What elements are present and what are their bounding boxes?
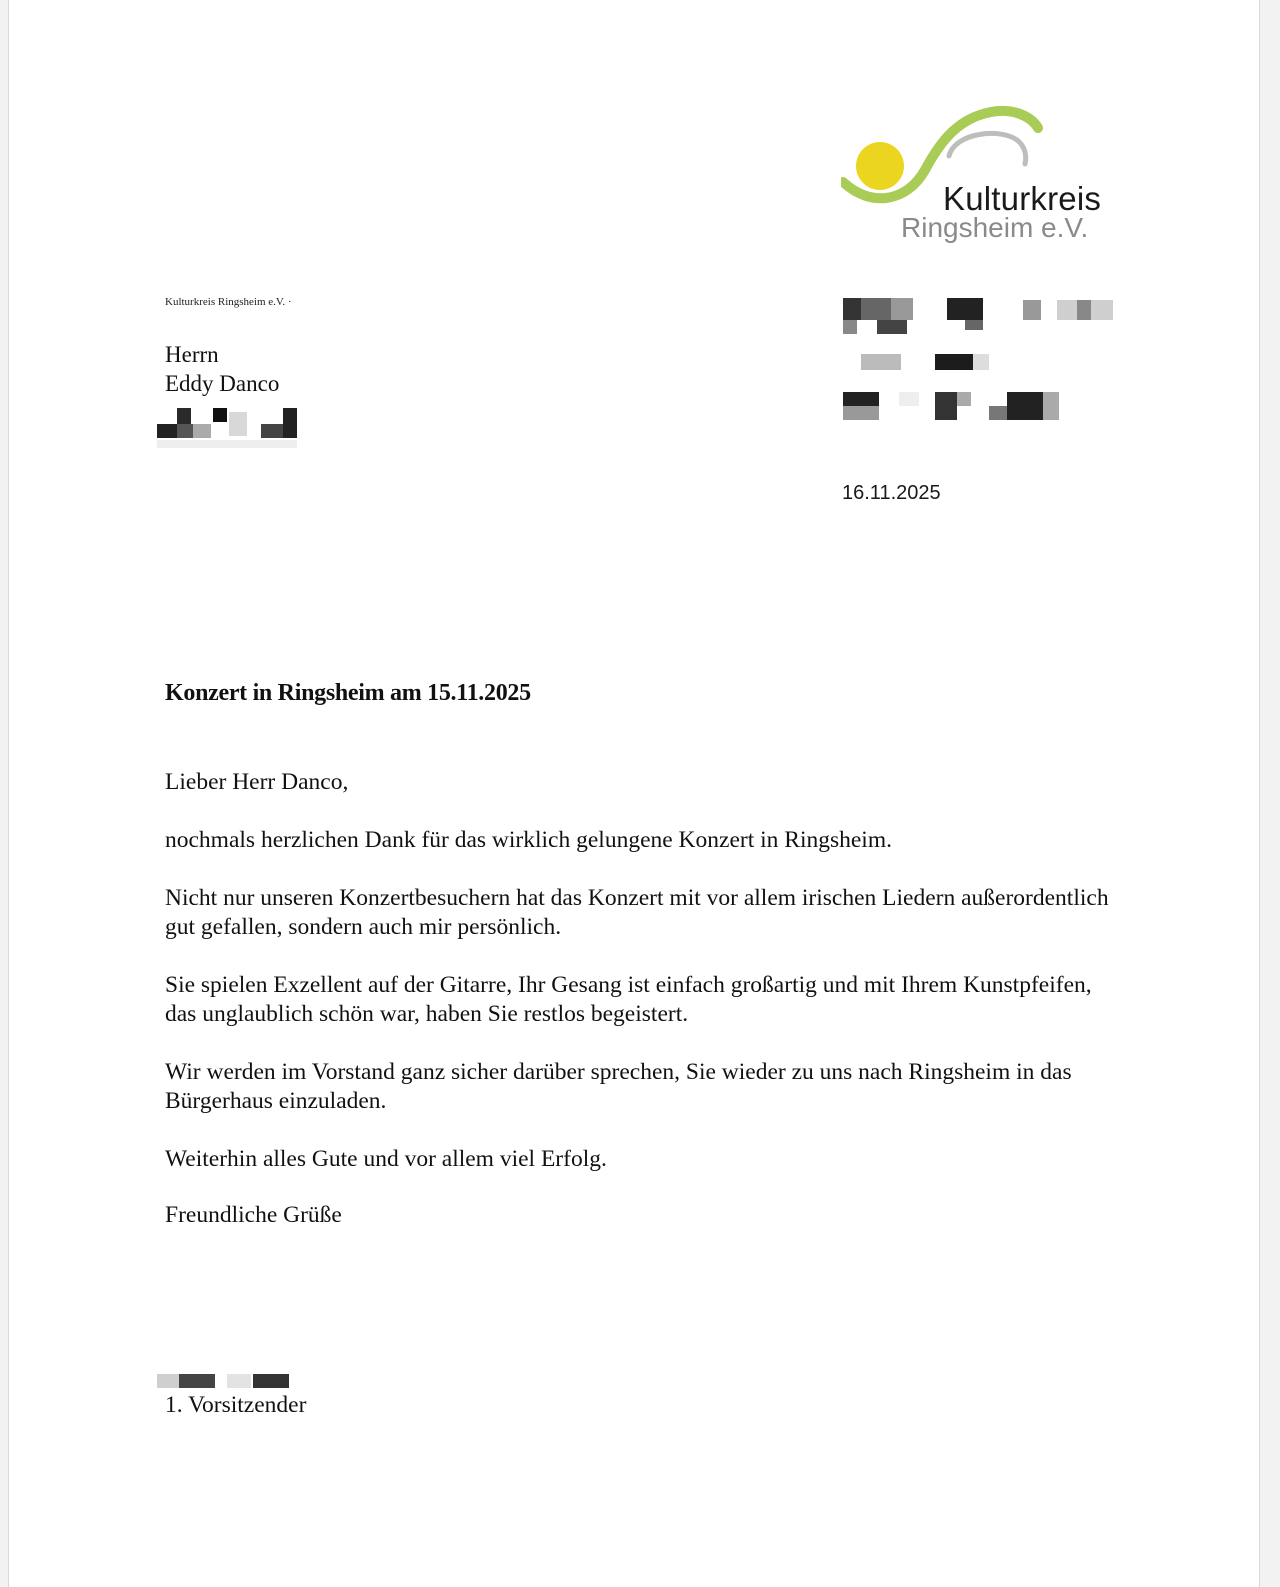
recipient-name: Eddy Danco bbox=[165, 371, 280, 396]
letter-date: 16.11.2025 bbox=[842, 482, 941, 504]
recipient-address bbox=[165, 340, 279, 398]
logo-name: Kulturkreis bbox=[943, 180, 1102, 217]
letter-paragraph: Weiterhin alles Gute und vor allem viel Erfolg. bbox=[165, 1146, 607, 1172]
kulturkreis-logo bbox=[841, 104, 1111, 249]
signer-role: 1. Vorsitzender bbox=[165, 1392, 307, 1418]
letter-closing: Freundliche Grüße bbox=[165, 1202, 342, 1228]
letter-body bbox=[165, 768, 1125, 1203]
letter-paragraph: Nicht nur unseren Konzertbesuchern hat das Konzert mit vor allem irischen Liedern außerordentlich gut gefallen, sondern auch mir persönlich. bbox=[165, 885, 1109, 940]
letter-paragraph: Wir werden im Vorstand ganz sicher darüber sprechen, Sie wieder zu uns nach Ringsheim in das Bürgerhaus einzuladen. bbox=[165, 1059, 1072, 1114]
recipient-salutation: Herrn bbox=[165, 342, 219, 367]
redacted-signer-name bbox=[157, 1374, 307, 1388]
letter-page bbox=[8, 0, 1260, 1587]
letter-paragraph: nochmals herzlichen Dank für das wirklich gelungene Konzert in Ringsheim. bbox=[165, 827, 892, 853]
letter-greeting: Lieber Herr Danco, bbox=[165, 769, 349, 795]
letter-subject: Konzert in Ringsheim am 15.11.2025 bbox=[165, 680, 531, 706]
sender-return-line: Kulturkreis Ringsheim e.V. · bbox=[165, 296, 292, 308]
letter-paragraph: Sie spielen Exzellent auf der Gitarre, Ihr Gesang ist einfach großartig und mit Ihrem Kunstpfeifen, das unglaublich schön war, haben Sie restlos begeistert. bbox=[165, 972, 1092, 1027]
redacted-sender-address bbox=[843, 298, 1113, 424]
redacted-recipient-street bbox=[157, 406, 317, 448]
logo-arc bbox=[949, 133, 1026, 164]
logo-subname: Ringsheim e.V. bbox=[901, 212, 1089, 243]
logo-sun bbox=[856, 142, 904, 190]
